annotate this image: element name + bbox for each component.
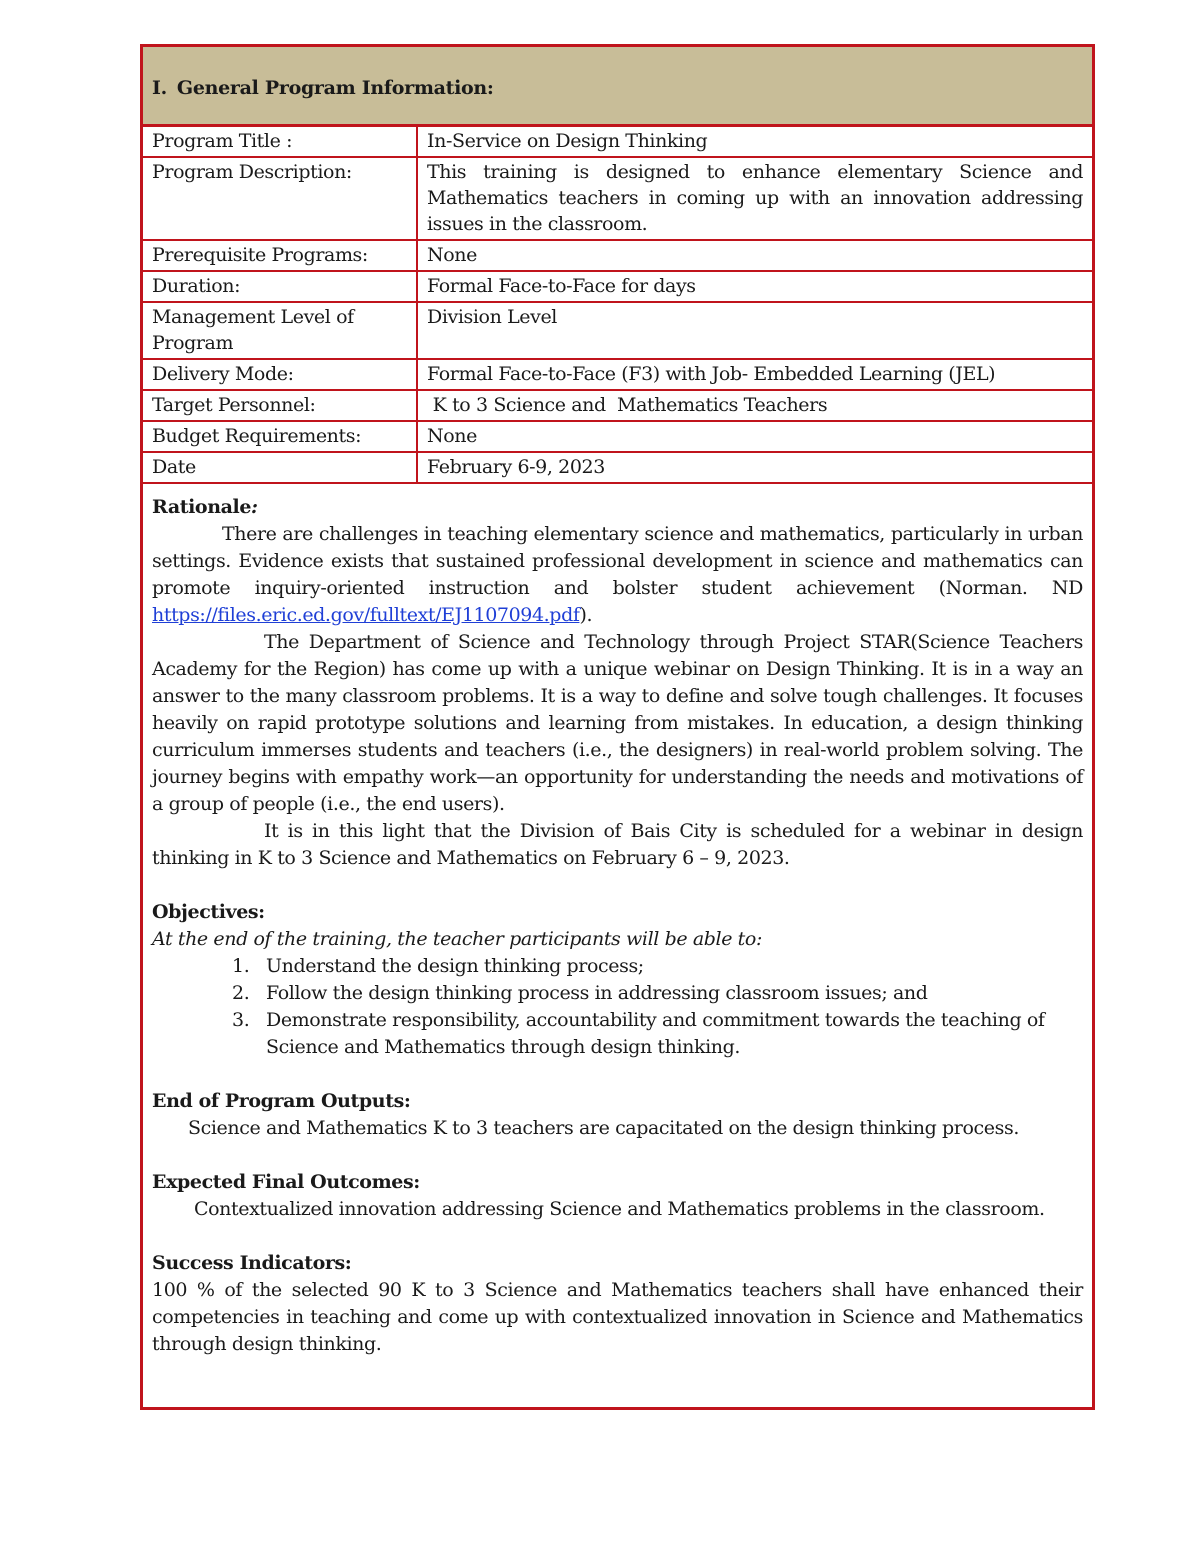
list-item bbox=[152, 980, 1083, 1007]
indicators-heading: Success Indicators: bbox=[152, 1252, 352, 1274]
rationale-heading bbox=[152, 494, 1083, 521]
row-label: Management Level of Program bbox=[143, 302, 417, 359]
program-body bbox=[152, 494, 1083, 1358]
row-value: Division Level bbox=[417, 302, 1092, 359]
rationale-title: Rationale bbox=[152, 496, 252, 518]
row-value: Formal Face-to-Face (F3) with Job- Embedded Learning (JEL) bbox=[417, 359, 1092, 390]
row-value: Formal Face-to-Face for days bbox=[417, 271, 1092, 302]
item-number: 3. bbox=[232, 1009, 250, 1031]
row-label: Duration: bbox=[143, 271, 417, 302]
program-frame bbox=[140, 44, 1095, 1410]
row-value: None bbox=[417, 240, 1092, 271]
rationale-colon: : bbox=[251, 496, 258, 518]
row-label: Prerequisite Programs: bbox=[143, 240, 417, 271]
objectives-heading: Objectives: bbox=[152, 901, 265, 923]
objectives-intro: At the end of the training, the teacher participants will be able to: bbox=[152, 928, 762, 950]
row-value: In-Service on Design Thinking bbox=[417, 127, 1092, 157]
table-row bbox=[143, 452, 1092, 483]
rationale-paragraph-2: The Department of Science and Technology through Project STAR(Science Teachers Academy for the Region) has come up with a unique webinar on Design Thinking. It is in a way an answer to the many classroom problems. It is a way to define and solve tough challenges. It focuses heavily on rapid prototype solutions and learning from mistakes. In education, a design thinking curriculum immerses students and teachers (i.e., the designers) in real-world problem solving. The journey begins with empathy work—an opportunity for understanding the needs and motivations of a group of people (i.e., the end users). bbox=[152, 631, 1083, 815]
row-label: Delivery Mode: bbox=[143, 359, 417, 390]
table-row bbox=[143, 390, 1092, 421]
table-row bbox=[143, 421, 1092, 452]
item-text: Follow the design thinking process in addressing classroom issues; and bbox=[266, 982, 928, 1004]
item-number: 2. bbox=[232, 982, 250, 1004]
program-info-table bbox=[143, 127, 1092, 484]
eric-link[interactable]: https://files.eric.ed.gov/fulltext/EJ1107094.pdf bbox=[152, 604, 580, 626]
row-label: Program Title : bbox=[143, 127, 417, 157]
table-row bbox=[143, 302, 1092, 359]
table-row bbox=[143, 127, 1092, 157]
row-label: Target Personnel: bbox=[143, 390, 417, 421]
row-value: February 6-9, 2023 bbox=[417, 452, 1092, 483]
rationale-paragraph-3: It is in this light that the Division of Bais City is scheduled for a webinar in design thinking in K to 3 Science and Mathematics on February 6 – 9, 2023. bbox=[152, 820, 1083, 869]
row-label: Date bbox=[143, 452, 417, 483]
section-title bbox=[152, 77, 494, 99]
list-item bbox=[152, 1007, 1083, 1061]
item-text: Demonstrate responsibility, accountability and commitment towards the teaching of Science and Mathematics through design thinking. bbox=[266, 1009, 1045, 1058]
table-row bbox=[143, 157, 1092, 240]
outcomes-heading: Expected Final Outcomes: bbox=[152, 1171, 420, 1193]
section-title-text: General Program Information: bbox=[176, 77, 494, 99]
table-row bbox=[143, 271, 1092, 302]
item-number: 1. bbox=[232, 955, 250, 977]
row-value: K to 3 Science and Mathematics Teachers bbox=[417, 390, 1092, 421]
outputs-text: Science and Mathematics K to 3 teachers are capacitated on the design thinking process. bbox=[188, 1117, 1019, 1139]
row-value: None bbox=[417, 421, 1092, 452]
section-number: I. bbox=[152, 77, 167, 99]
item-text: Understand the design thinking process; bbox=[266, 955, 644, 977]
rationale-p1-text: There are challenges in teaching elementary science and mathematics, particularly in urban settings. Evidence exists that sustained professional development in science and mathematics can promote inquiry-oriented instruction and bolster student achievement (Norman. ND bbox=[152, 523, 1083, 599]
rationale-p1-end: ). bbox=[579, 604, 593, 626]
row-label: Budget Requirements: bbox=[143, 421, 417, 452]
row-label: Program Description: bbox=[143, 157, 417, 240]
outputs-heading: End of Program Outputs: bbox=[152, 1090, 411, 1112]
row-value: This training is designed to enhance elementary Science and Mathematics teachers in coming up with an innovation addressing issues in the classroom. bbox=[417, 157, 1092, 240]
table-row bbox=[143, 240, 1092, 271]
section-header bbox=[143, 47, 1092, 127]
rationale-paragraph-1 bbox=[152, 521, 1083, 629]
outcomes-text: Contextualized innovation addressing Science and Mathematics problems in the classroom. bbox=[194, 1198, 1045, 1220]
list-item bbox=[152, 953, 1083, 980]
indicators-text: 100 % of the selected 90 K to 3 Science and Mathematics teachers shall have enhanced their competencies in teaching and come up with contextualized innovation in Science and Mathematics through design thinking. bbox=[152, 1279, 1083, 1355]
table-row bbox=[143, 359, 1092, 390]
objectives-list bbox=[152, 953, 1083, 1061]
